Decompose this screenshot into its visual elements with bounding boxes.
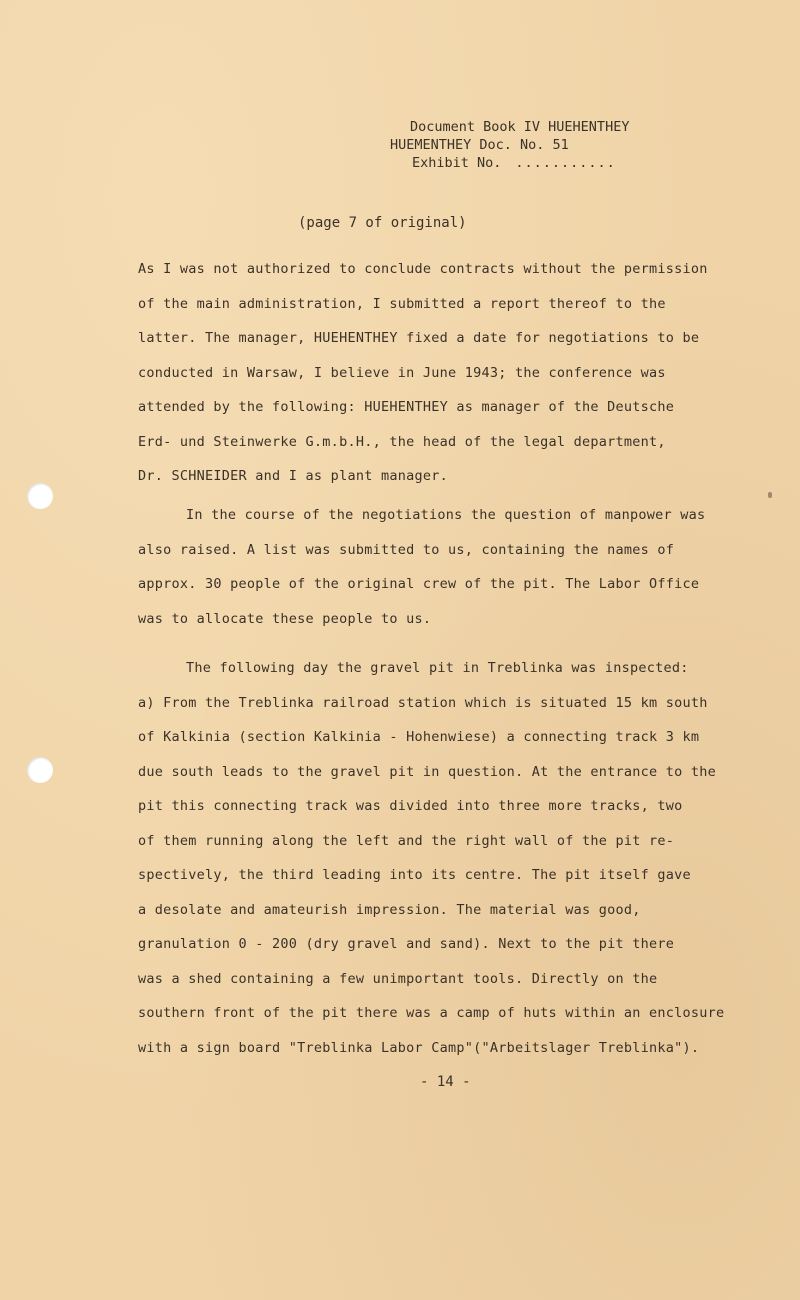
paragraph-line: of the main administration, I submitted a report thereof to the [138,295,666,312]
page-number: - 14 - [420,1074,471,1090]
paragraph-line: of Kalkinia (section Kalkinia - Hohenwiese) a connecting track 3 km [138,729,700,745]
paragraph-line: due south leads to the gravel pit in question. At the entrance to the [138,763,717,780]
paragraph-line: As I was not authorized to conclude contracts without the permission [138,261,708,277]
paragraph-line: approx. 30 people of the original crew of the pit. The Labor Office [138,576,700,592]
document-book-line: Document Book IV HUEHENTHEY [410,119,630,135]
paragraph-line: of them running along the left and the right wall of the pit re- [138,832,675,849]
paragraph-3 [138,651,725,1065]
document-number-line: HUEMENTHEY Doc. No. 51 [390,137,569,153]
paragraph-line: was to allocate these people to us. [138,610,432,627]
paragraph-line: spectively, the third leading into its centre. The pit itself gave [138,867,691,883]
original-page-reference: (page 7 of original) [298,215,467,231]
paragraph-line: a) From the Treblinka railroad station which is situated 15 km south [138,694,708,711]
paragraph-line: with a sign board "Treblinka Labor Camp"("Arbeitslager Treblinka"). [138,1039,700,1056]
ink-mark [768,492,772,498]
paragraph-line: was a shed containing a few unimportant tools. Directly on the [138,970,658,987]
paragraph-line: pit this connecting track was divided into three more tracks, two [138,798,683,814]
paragraph-1 [138,252,718,494]
exhibit-label: Exhibit No. [412,155,502,171]
punch-hole-bottom [27,757,53,783]
paragraph-line: In the course of the negotiations the question of manpower was [186,507,706,523]
paragraph-line: attended by the following: HUEHENTHEY as manager of the Deutsche [138,399,675,415]
paragraph-line: Erd- und Steinwerke G.m.b.H., the head of the legal department, [138,433,666,450]
paragraph-2 [138,498,718,636]
paragraph-line: latter. The manager, HUEHENTHEY fixed a date for negotiations to be [138,330,700,346]
document-header [390,118,690,172]
paragraph-line: southern front of the pit there was a camp of huts within an enclosure [138,1005,725,1021]
paragraph-line: conducted in Warsaw, I believe in June 1943; the conference was [138,364,666,381]
paragraph-line: granulation 0 - 200 (dry gravel and sand). Next to the pit there [138,936,675,952]
exhibit-value: ........... [515,155,616,171]
paragraph-line: Dr. SCHNEIDER and I as plant manager. [138,468,448,484]
paragraph-line: a desolate and amateurish impression. The material was good, [138,901,641,918]
paragraph-line: also raised. A list was submitted to us, containing the names of [138,541,675,558]
punch-hole-top [27,483,53,509]
paragraph-line: The following day the gravel pit in Treblinka was inspected: [186,660,689,676]
exhibit-line [390,154,690,172]
